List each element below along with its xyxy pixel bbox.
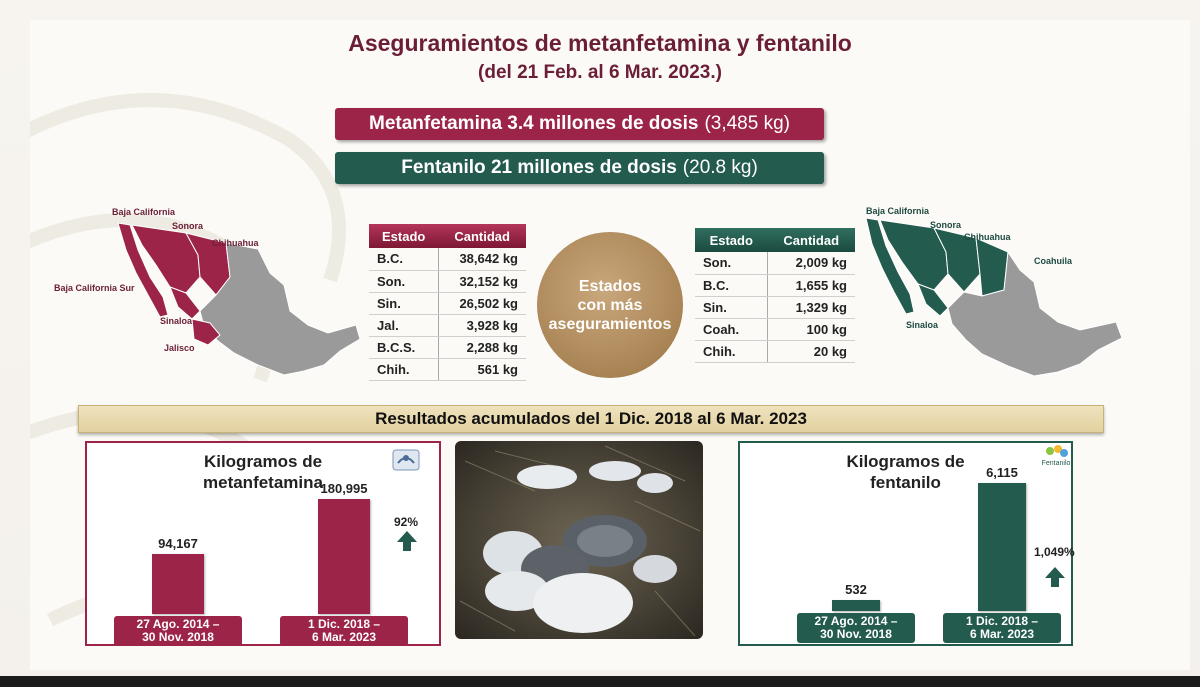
chart-category-label-line1: 27 Ago. 2014 – — [136, 617, 220, 631]
chart-category-label-line2: 30 Nov. 2018 — [142, 630, 214, 644]
fent-states-map — [858, 206, 1128, 395]
chart-bar — [318, 499, 370, 614]
table-cell-estado: Chih. — [695, 340, 767, 362]
fent-chart-title-line1: Kilogramos de — [846, 452, 965, 471]
page-subtitle: (del 21 Feb. al 6 Mar. 2023.) — [478, 62, 722, 83]
table-cell-cantidad: 2,288 kg — [438, 336, 526, 358]
chart-increase-label: 92% — [394, 515, 419, 529]
map-label-sonora: Sonora — [930, 220, 962, 230]
table-row — [695, 274, 855, 296]
table-cell-estado: B.C.S. — [369, 336, 438, 358]
meth-chart-title-line2: metanfetamina — [203, 473, 323, 492]
meth-table-header-cantidad: Cantidad — [438, 224, 526, 248]
fent-table-header-estado: Estado — [695, 228, 767, 252]
table-row — [695, 296, 855, 318]
meth-kg-text: (3,485 kg) — [704, 113, 790, 134]
table-row — [369, 358, 526, 380]
chart-category-label-line2: 6 Mar. 2023 — [311, 630, 377, 644]
up-arrow-icon — [1044, 566, 1066, 588]
table-row — [369, 270, 526, 292]
chart-category-label-line1: 1 Dic. 2018 – — [965, 614, 1039, 628]
meth-doses-banner — [335, 108, 824, 140]
map-label-baja-california-sur: Baja California Sur — [54, 283, 135, 293]
map-label-chihuahua: Chihuahua — [964, 232, 1011, 242]
institution-logo-icon — [392, 449, 420, 471]
table-cell-cantidad: 100 kg — [767, 318, 855, 340]
table-row — [369, 336, 526, 358]
circle-line-1: Estados — [578, 277, 642, 295]
fent-doses-text: Fentanilo 21 millones de dosis — [401, 157, 677, 178]
map-label-baja-california: Baja California — [866, 206, 930, 216]
table-cell-estado: Son. — [369, 270, 438, 292]
table-cell-estado: B.C. — [369, 248, 438, 270]
states-circle-badge — [537, 232, 683, 378]
table-cell-estado: Sin. — [695, 296, 767, 318]
map-label-jalisco: Jalisco — [164, 343, 195, 353]
fent-kg-text: (20.8 kg) — [682, 157, 758, 178]
table-row — [695, 340, 855, 362]
table-cell-cantidad: 3,928 kg — [438, 314, 526, 336]
chart-bar — [152, 554, 204, 614]
seizure-photo — [455, 441, 703, 639]
seizure-photo-image — [455, 441, 703, 639]
chart-bar — [978, 483, 1026, 611]
map-label-sinaloa: Sinaloa — [160, 316, 193, 326]
circle-line-2: con más — [577, 296, 643, 314]
chart-category-label — [114, 616, 242, 646]
fent-doses-banner — [335, 152, 824, 184]
chart-increase-label: 1,049% — [1034, 545, 1075, 559]
bottom-bar — [0, 676, 1200, 687]
table-row — [695, 318, 855, 340]
table-cell-estado: Jal. — [369, 314, 438, 336]
table-cell-cantidad: 1,329 kg — [767, 296, 855, 318]
chart-bar-value: 94,167 — [158, 536, 198, 551]
table-row — [369, 292, 526, 314]
chart-category-label-line2: 6 Mar. 2023 — [969, 627, 1035, 641]
meth-states-map — [54, 207, 363, 390]
fent-states-table — [695, 228, 855, 363]
map-label-sonora: Sonora — [172, 221, 204, 231]
meth-doses-text: Metanfetamina 3.4 millones de dosis — [369, 113, 699, 134]
map-label-sinaloa: Sinaloa — [906, 320, 939, 330]
fent-table-header-cantidad: Cantidad — [767, 228, 855, 252]
map-label-baja-california: Baja California — [112, 207, 176, 217]
meth-states-table — [369, 224, 526, 381]
table-row — [369, 248, 526, 270]
page-title: Aseguramientos de metanfetamina y fentanilo — [348, 30, 852, 56]
map-label-coahuila: Coahuila — [1034, 256, 1073, 266]
table-cell-cantidad: 1,655 kg — [767, 274, 855, 296]
chart-category-label — [280, 616, 408, 646]
map-label-chihuahua: Chihuahua — [212, 238, 259, 248]
meth-chart-title-line1: Kilogramos de — [203, 452, 323, 471]
table-cell-cantidad: 561 kg — [438, 358, 526, 380]
table-cell-cantidad: 20 kg — [767, 340, 855, 362]
chart-category-label — [797, 613, 915, 643]
chart-bar — [832, 600, 880, 611]
chart-bar-value: 532 — [845, 582, 867, 597]
chart-bar-value: 180,995 — [320, 481, 368, 496]
table-row — [695, 252, 855, 274]
meth-table-header-estado: Estado — [369, 224, 438, 248]
table-cell-estado: B.C. — [695, 274, 767, 296]
chart-category-label-line1: 1 Dic. 2018 – — [307, 617, 381, 631]
table-cell-estado: Son. — [695, 252, 767, 274]
circle-line-3: aseguramientos — [548, 315, 672, 333]
chart-category-label-line2: 30 Nov. 2018 — [820, 627, 892, 641]
results-title-bar: Resultados acumulados del 1 Dic. 2018 al 6 Mar. 2023 — [78, 405, 1104, 433]
up-arrow-icon — [396, 530, 418, 552]
table-row — [369, 314, 526, 336]
table-cell-cantidad: 26,502 kg — [438, 292, 526, 314]
chart-category-label — [943, 613, 1061, 643]
table-cell-cantidad: 2,009 kg — [767, 252, 855, 274]
table-cell-estado: Coah. — [695, 318, 767, 340]
chart-category-label-line1: 27 Ago. 2014 – — [814, 614, 898, 628]
fent-chart-title-line2: fentanilo — [870, 473, 941, 492]
chart-bar-value: 6,115 — [986, 465, 1018, 480]
fentanilo-logo-text: Fentanilo — [1041, 460, 1071, 467]
table-cell-estado: Chih. — [369, 358, 438, 380]
table-cell-cantidad: 38,642 kg — [438, 248, 526, 270]
table-cell-cantidad: 32,152 kg — [438, 270, 526, 292]
table-cell-estado: Sin. — [369, 292, 438, 314]
